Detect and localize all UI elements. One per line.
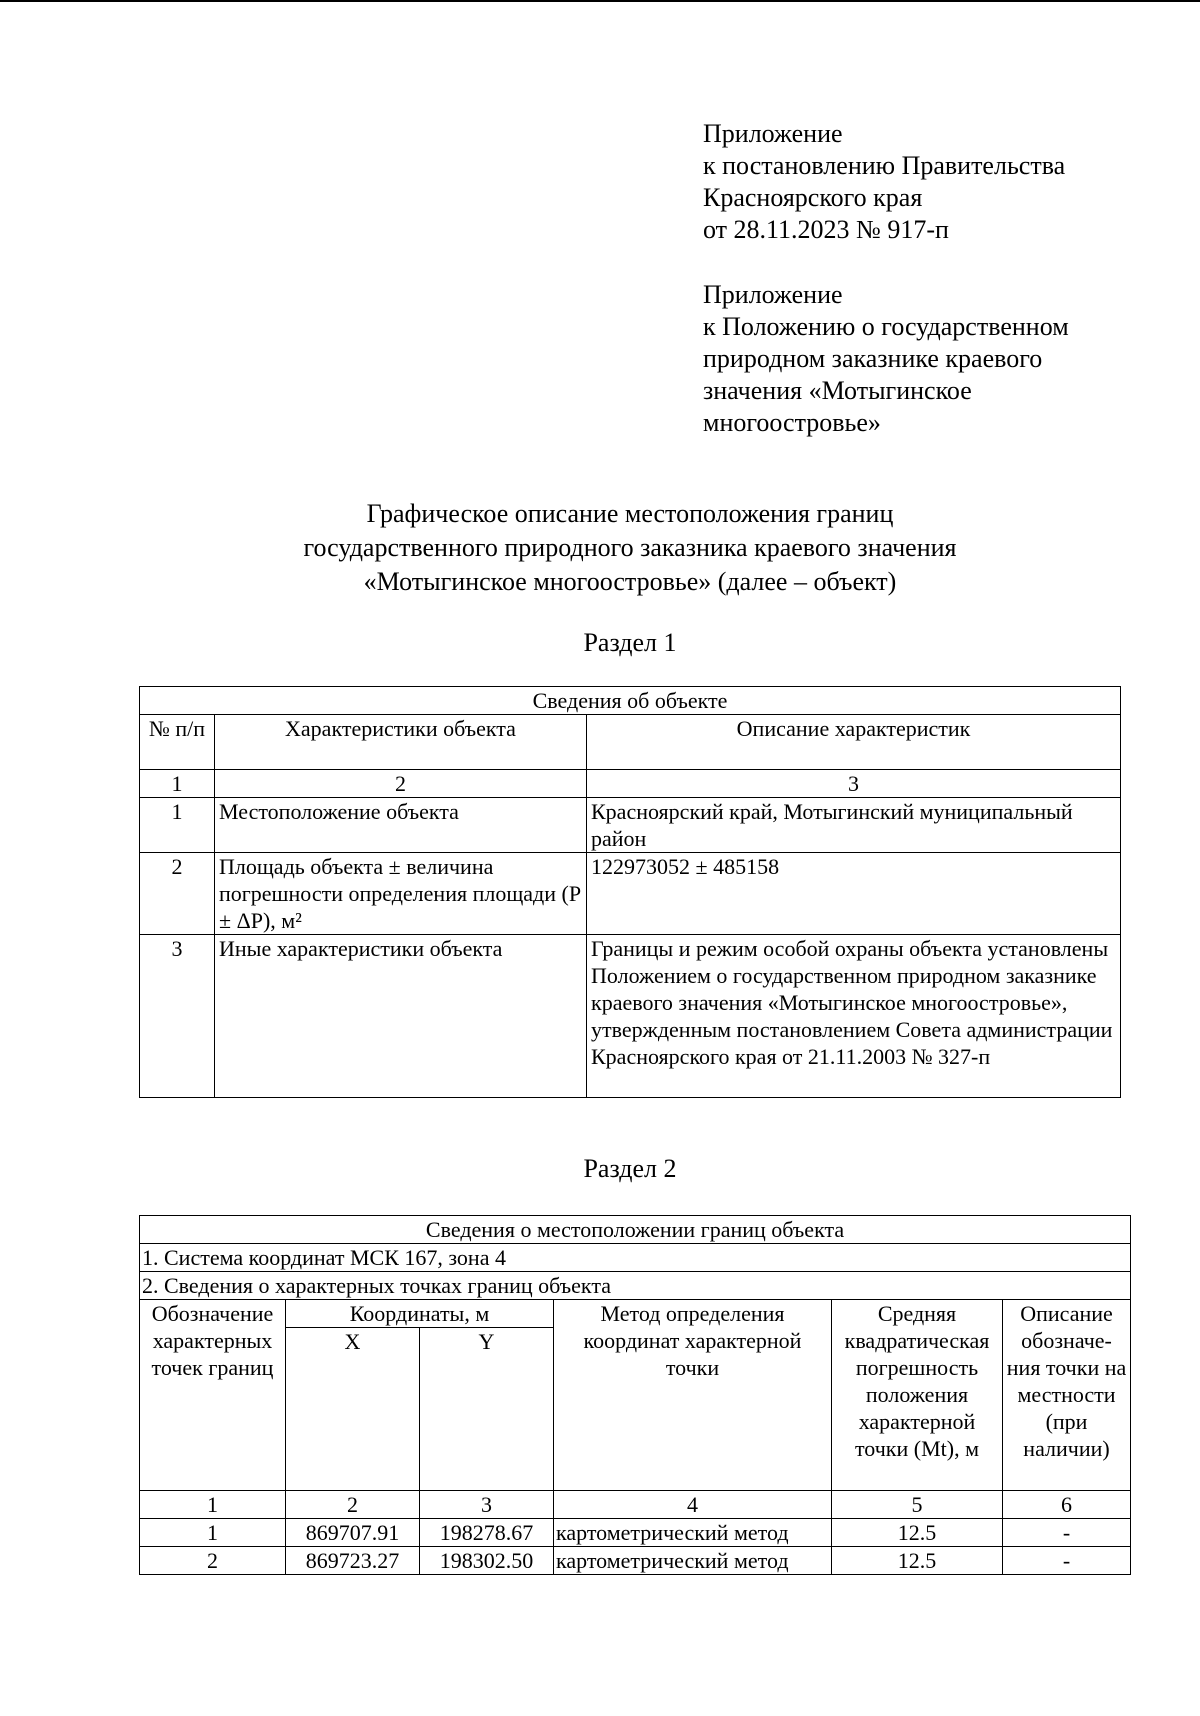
column-numbers-row [140, 770, 1121, 798]
point-y: 198278.67 [420, 1519, 554, 1547]
table-row [140, 798, 1121, 853]
object-info-table [139, 686, 1121, 1098]
table-row [140, 1519, 1131, 1547]
coord-system-row [140, 1244, 1131, 1272]
column-header-number: № п/п [140, 715, 215, 770]
point-error: 12.5 [832, 1547, 1003, 1575]
point-y: 198302.50 [420, 1547, 554, 1575]
column-number: 6 [1003, 1491, 1131, 1519]
table-row [140, 935, 1121, 1098]
column-header-description: Описание характеристик [587, 715, 1121, 770]
title-line: государственного природного заказника краевого значения [303, 533, 957, 562]
column-number: 1 [140, 770, 215, 798]
row-characteristic: Иные характеристики объекта [215, 935, 587, 1098]
table-row [140, 853, 1121, 935]
column-number: 5 [832, 1491, 1003, 1519]
table-caption-row [140, 687, 1121, 715]
row-characteristic: Площадь объекта ± величина погрешности определения площади (P ± ΔP), м² [215, 853, 587, 935]
table-header-row [140, 715, 1121, 770]
title-line: Графическое описание местоположения границ [366, 499, 894, 528]
point-x: 869707.91 [286, 1519, 420, 1547]
section2-heading: Раздел 2 [583, 1154, 677, 1183]
table-caption: Сведения о местоположении границ объекта [140, 1216, 1131, 1244]
appendix-line: значения «Мотыгинское [703, 376, 972, 405]
point-error: 12.5 [832, 1519, 1003, 1547]
row-number: 1 [140, 798, 215, 853]
column-header-y: Y [420, 1328, 554, 1491]
appendix-line: природном заказнике краевого [703, 344, 1043, 373]
column-number: 3 [587, 770, 1121, 798]
column-header-method: Метод определения координат характерной точки [554, 1300, 832, 1491]
coord-system-label: 1. Система координат МСК 167, зона 4 [140, 1244, 1131, 1272]
column-header-coordinates: Координаты, м [286, 1300, 554, 1328]
point-description: - [1003, 1547, 1131, 1575]
column-header-characteristic: Характеристики объекта [215, 715, 587, 770]
point-designation: 1 [140, 1519, 286, 1547]
appendix-header-regulation [703, 279, 1069, 439]
column-header-point-description: Описание обозначе-ния точки на местности (при наличии) [1003, 1300, 1131, 1491]
table-header-row [140, 1300, 1131, 1328]
row-description: 122973052 ± 485158 [587, 853, 1121, 935]
point-description: - [1003, 1519, 1131, 1547]
point-method: картометрический метод [554, 1547, 832, 1575]
table-row [140, 1547, 1131, 1575]
appendix-line: от 28.11.2023 № 917-п [703, 215, 949, 244]
row-description: Границы и режим особой охраны объекта установлены Положением о государственном природном заказнике краевого значения «Мотыгинское многоостровье», утвержденным постановлением Совета администрации Красноярского края от 21.11.2003 № 327-п [587, 935, 1121, 1098]
appendix-line: Приложение [703, 280, 843, 309]
appendix-line: Приложение [703, 119, 843, 148]
table-caption-row [140, 1216, 1131, 1244]
points-caption-label: 2. Сведения о характерных точках границ объекта [140, 1272, 1131, 1300]
section1-heading: Раздел 1 [583, 628, 677, 657]
point-designation: 2 [140, 1547, 286, 1575]
column-header-designation: Обозначение характерных точек границ [140, 1300, 286, 1491]
appendix-line: многоостровье» [703, 408, 881, 437]
points-caption-row [140, 1272, 1131, 1300]
row-characteristic: Местоположение объекта [215, 798, 587, 853]
column-number: 2 [215, 770, 587, 798]
column-header-x: X [286, 1328, 420, 1491]
appendix-header-government [703, 118, 1065, 246]
column-number: 4 [554, 1491, 832, 1519]
title-line: «Мотыгинское многоостровье» (далее – объект) [363, 567, 897, 596]
top-border-line [0, 0, 1200, 2]
row-number: 3 [140, 935, 215, 1098]
document-title [0, 497, 1200, 599]
boundary-points-table [139, 1215, 1131, 1575]
row-number: 2 [140, 853, 215, 935]
column-numbers-row [140, 1491, 1131, 1519]
point-x: 869723.27 [286, 1547, 420, 1575]
column-header-error: Средняя квадратическая погрешность положения характерной точки (Mt), м [832, 1300, 1003, 1491]
appendix-line: к Положению о государственном [703, 312, 1069, 341]
row-description: Красноярский край, Мотыгинский муниципальный район [587, 798, 1121, 853]
column-number: 1 [140, 1491, 286, 1519]
appendix-line: Красноярского края [703, 183, 923, 212]
column-number: 2 [286, 1491, 420, 1519]
appendix-line: к постановлению Правительства [703, 151, 1066, 180]
point-method: картометрический метод [554, 1519, 832, 1547]
column-number: 3 [420, 1491, 554, 1519]
table-caption: Сведения об объекте [140, 687, 1121, 715]
